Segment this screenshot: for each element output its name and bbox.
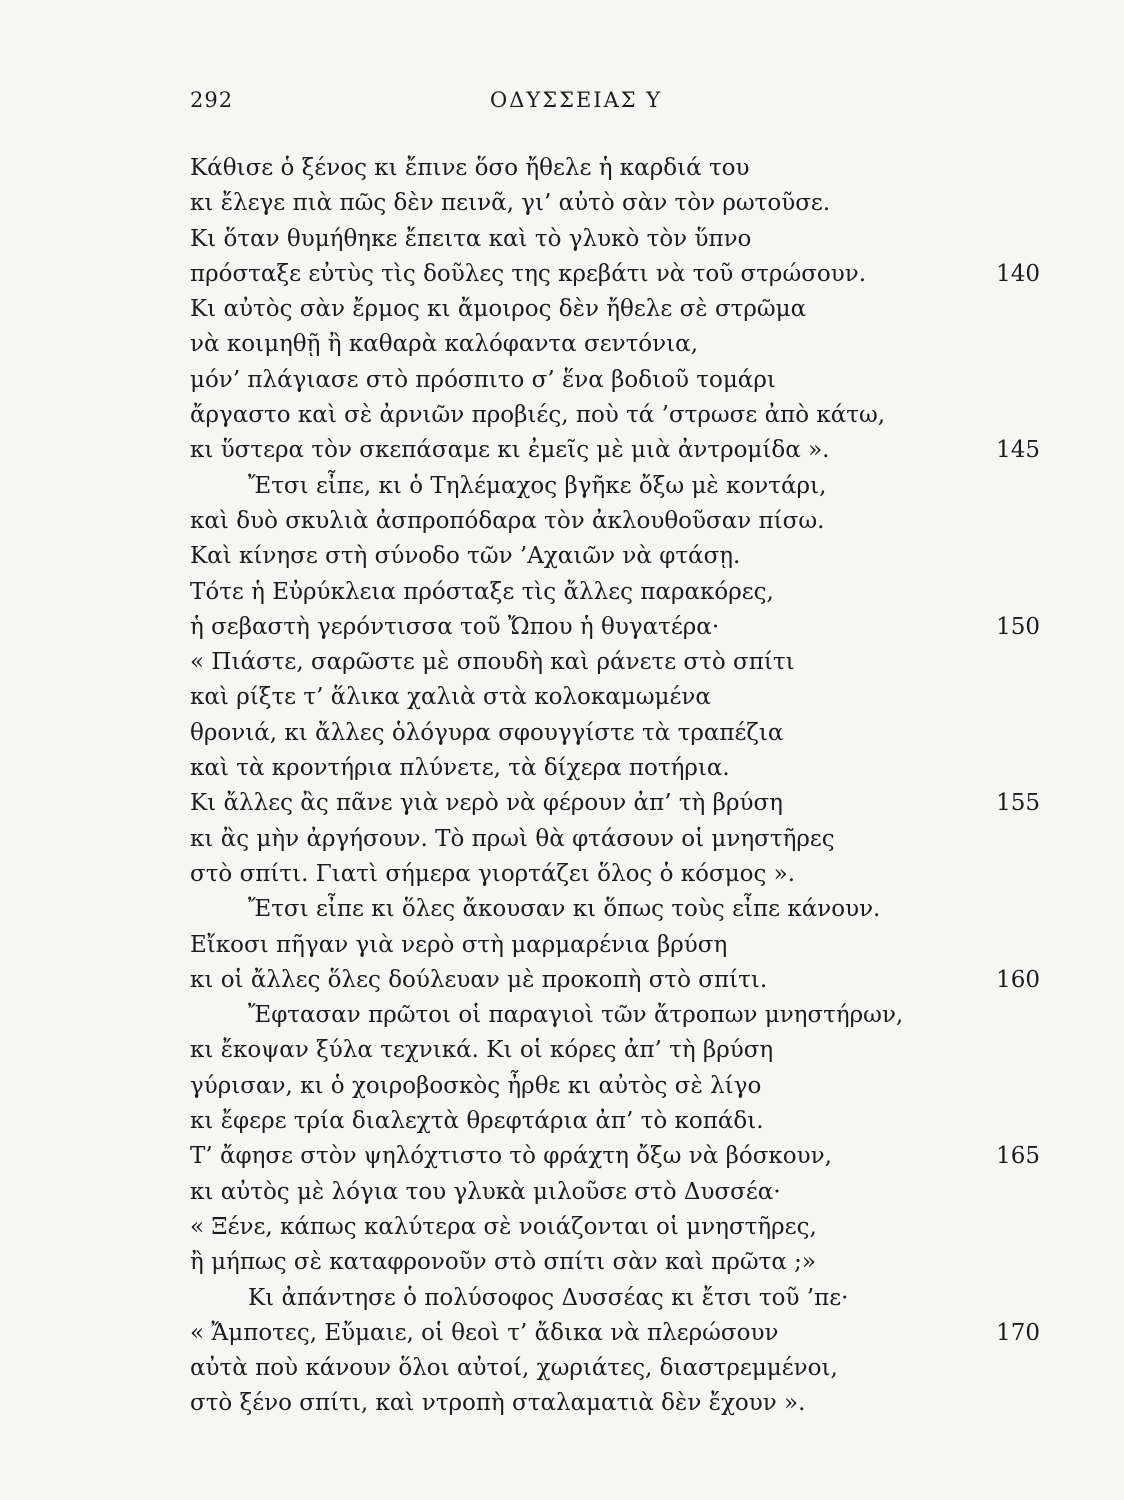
verse-text: νὰ κοιμηθῇ ἢ καθαρὰ καλόφαντα σεντόνια,: [190, 331, 698, 358]
verse-line: [190, 292, 1050, 327]
line-number: 160: [996, 966, 1040, 993]
verse-text: ἄργαστο καὶ σὲ ἀρνιῶν προβιές, ποὺ τά ’στρωσε ἀπὸ κάτω,: [190, 402, 886, 429]
verse-line: [190, 998, 1050, 1033]
verse-text: καὶ δυὸ σκυλιὰ ἀσπροπόδαρα τὸν ἀκλουθοῦσαν πίσω.: [190, 507, 825, 534]
verse-line: [190, 575, 1050, 610]
verse-block: [190, 151, 1050, 1422]
verse-text: Κάθισε ὁ ξένος κι ἔπινε ὅσο ἤθελε ἡ καρδιά του: [190, 155, 750, 181]
verse-line: [190, 469, 1050, 504]
verse-line: [190, 786, 1050, 821]
verse-line: [190, 857, 1050, 892]
verse-text: στὸ ξένο σπίτι, καὶ ντροπὴ σταλαματιὰ δὲν ἔχουν ».: [190, 1390, 806, 1417]
verse-text: θρονιά, κι ἄλλες ὁλόγυρα σφουγγίστε τὰ τραπέζια: [190, 719, 784, 746]
verse-line: [190, 963, 1050, 998]
verse-text: Καὶ κίνησε στὴ σύνοδο τῶν ’Αχαιῶν νὰ φτάσῃ.: [190, 543, 741, 570]
verse-line: [190, 1175, 1050, 1210]
verse-text: ἢ μήπως σὲ καταφρονοῦν στὸ σπίτι σὰν καὶ πρῶτα ;»: [190, 1249, 816, 1276]
verse-line: [190, 1033, 1050, 1068]
verse-line: [190, 186, 1050, 221]
verse-line: [190, 822, 1050, 857]
verse-text: μόν’ πλάγιασε στὸ πρόσπιτο σ’ ἕνα βοδιοῦ τομάρι: [190, 366, 776, 393]
verse-line: [190, 928, 1050, 963]
verse-text: ἡ σεβαστὴ γερόντισσα τοῦ Ὤπου ἡ θυγατέρα·: [190, 613, 720, 640]
verse-text: κι αὐτὸς μὲ λόγια του γλυκὰ μιλοῦσε στὸ Δυσσέα·: [190, 1178, 781, 1205]
verse-line: [190, 1351, 1050, 1386]
verse-text: πρόσταξε εὐτὺς τὶς δοῦλες της κρεβάτι νὰ τοῦ στρώσουν.: [190, 260, 867, 287]
line-number: 155: [996, 790, 1040, 817]
verse-text: Ἔτσι εἶπε κι ὅλες ἄκουσαν κι ὅπως τοὺς εἶπε κάνουν.: [248, 896, 881, 923]
verse-line: [190, 1281, 1050, 1316]
verse-text: Τότε ἡ Εὐρύκλεια πρόσταξε τὶς ἄλλες παρακόρες,: [190, 578, 774, 605]
verse-line: [190, 398, 1050, 433]
line-number: 150: [996, 613, 1040, 640]
verse-line: [190, 1245, 1050, 1280]
line-number: 165: [996, 1143, 1040, 1170]
page-header: [190, 88, 1040, 124]
verse-text: κι ἔφερε τρία διαλεχτὰ θρεφτάρια ἀπ’ τὸ κοπάδι.: [190, 1108, 764, 1135]
verse-line: [190, 610, 1050, 645]
verse-line: [190, 716, 1050, 751]
verse-line: [190, 327, 1050, 362]
line-number: 170: [996, 1319, 1040, 1346]
verse-text: Κι ἀπάντησε ὁ πολύσοφος Δυσσέας κι ἔτσι τοῦ ’πε·: [248, 1284, 849, 1311]
verse-line: [190, 433, 1050, 468]
verse-text: « Πιάστε, σαρῶστε μὲ σπουδὴ καὶ ράνετε στὸ σπίτι: [190, 649, 795, 676]
verse-line: [190, 680, 1050, 715]
verse-text: κι ἔλεγε πιὰ πῶς δὲν πεινᾶ, γι’ αὐτὸ σὰν τὸν ρωτοῦσε.: [190, 190, 831, 217]
verse-text: « Ἄμποτες, Εὔμαιε, οἱ θεοὶ τ’ ἄδικα νὰ πλερώσουν: [190, 1319, 779, 1346]
verse-line: [190, 257, 1050, 292]
verse-text: Κι ἄλλες ἂς πᾶνε γιὰ νερὸ νὰ φέρουν ἀπ’ τὴ βρύση: [190, 790, 783, 817]
verse-text: κι ἔκοψαν ξύλα τεχνικά. Κι οἱ κόρες ἀπ’ τὴ βρύση: [190, 1037, 774, 1064]
verse-line: [190, 1104, 1050, 1139]
line-number: 140: [996, 260, 1040, 287]
verse-text: γύρισαν, κι ὁ χοιροβοσκὸς ἦρθε κι αὐτὸς σὲ λίγο: [190, 1072, 762, 1099]
verse-line: [190, 1139, 1050, 1174]
verse-text: καὶ τὰ κροντήρια πλύνετε, τὰ δίχερα ποτήρια.: [190, 755, 730, 782]
verse-line: [190, 363, 1050, 398]
verse-line: [190, 1386, 1050, 1421]
verse-text: Κι ὅταν θυμήθηκε ἔπειτα καὶ τὸ γλυκὸ τὸν ὕπνο: [190, 225, 752, 252]
verse-line: [190, 1069, 1050, 1104]
verse-text: Κι αὐτὸς σὰν ἔρμος κι ἄμοιρος δὲν ἤθελε σὲ στρῶμα: [190, 296, 807, 323]
verse-line: [190, 1316, 1050, 1351]
verse-line: [190, 539, 1050, 574]
verse-line: [190, 892, 1050, 927]
verse-text: κι ὕστερα τὸν σκεπάσαμε κι ἐμεῖς μὲ μιὰ ἀντρομίδα ».: [190, 437, 830, 464]
verse-line: [190, 504, 1050, 539]
verse-text: Τ’ ἄφησε στὸν ψηλόχτιστο τὸ φράχτη ὄξω νὰ βόσκουν,: [190, 1143, 832, 1170]
verse-text: κι οἱ ἄλλες ὅλες δούλευαν μὲ προκοπὴ στὸ σπίτι.: [190, 966, 768, 993]
verse-text: στὸ σπίτι. Γιατὶ σήμερα γιορτάζει ὅλος ὁ κόσμος ».: [190, 860, 796, 887]
verse-text: αὐτὰ ποὺ κάνουν ὅλοι αὐτοί, χωριάτες, διαστρεμμένοι,: [190, 1355, 838, 1382]
verse-text: κι ἂς μὴν ἀργήσουν. Τὸ πρωὶ θὰ φτάσουν οἱ μνηστῆρες: [190, 825, 835, 852]
verse-text: Εἴκοσι πῆγαν γιὰ νερὸ στὴ μαρμαρένια βρύση: [190, 931, 728, 958]
verse-text: « Ξένε, κάπως καλύτερα σὲ νοιάζονται οἱ μνηστῆρες,: [190, 1213, 817, 1240]
verse-text: καὶ ρίξτε τ’ ἅλικα χαλιὰ στὰ κολοκαμωμένα: [190, 684, 711, 711]
verse-line: [190, 151, 1050, 186]
verse-text: Ἔφτασαν πρῶτοι οἱ παραγιοὶ τῶν ἄτροπων μνηστήρων,: [248, 1002, 904, 1029]
verse-line: [190, 1210, 1050, 1245]
verse-text: Ἔτσι εἶπε, κι ὁ Τηλέμαχος βγῆκε ὄξω μὲ κοντάρι,: [248, 472, 827, 499]
page-number: 292: [190, 88, 234, 112]
verse-line: [190, 645, 1050, 680]
verse-line: [190, 751, 1050, 786]
running-title: ΟΔΥΣΣΕΙΑΣ Υ: [490, 88, 663, 112]
line-number: 145: [996, 437, 1040, 464]
verse-line: [190, 222, 1050, 257]
